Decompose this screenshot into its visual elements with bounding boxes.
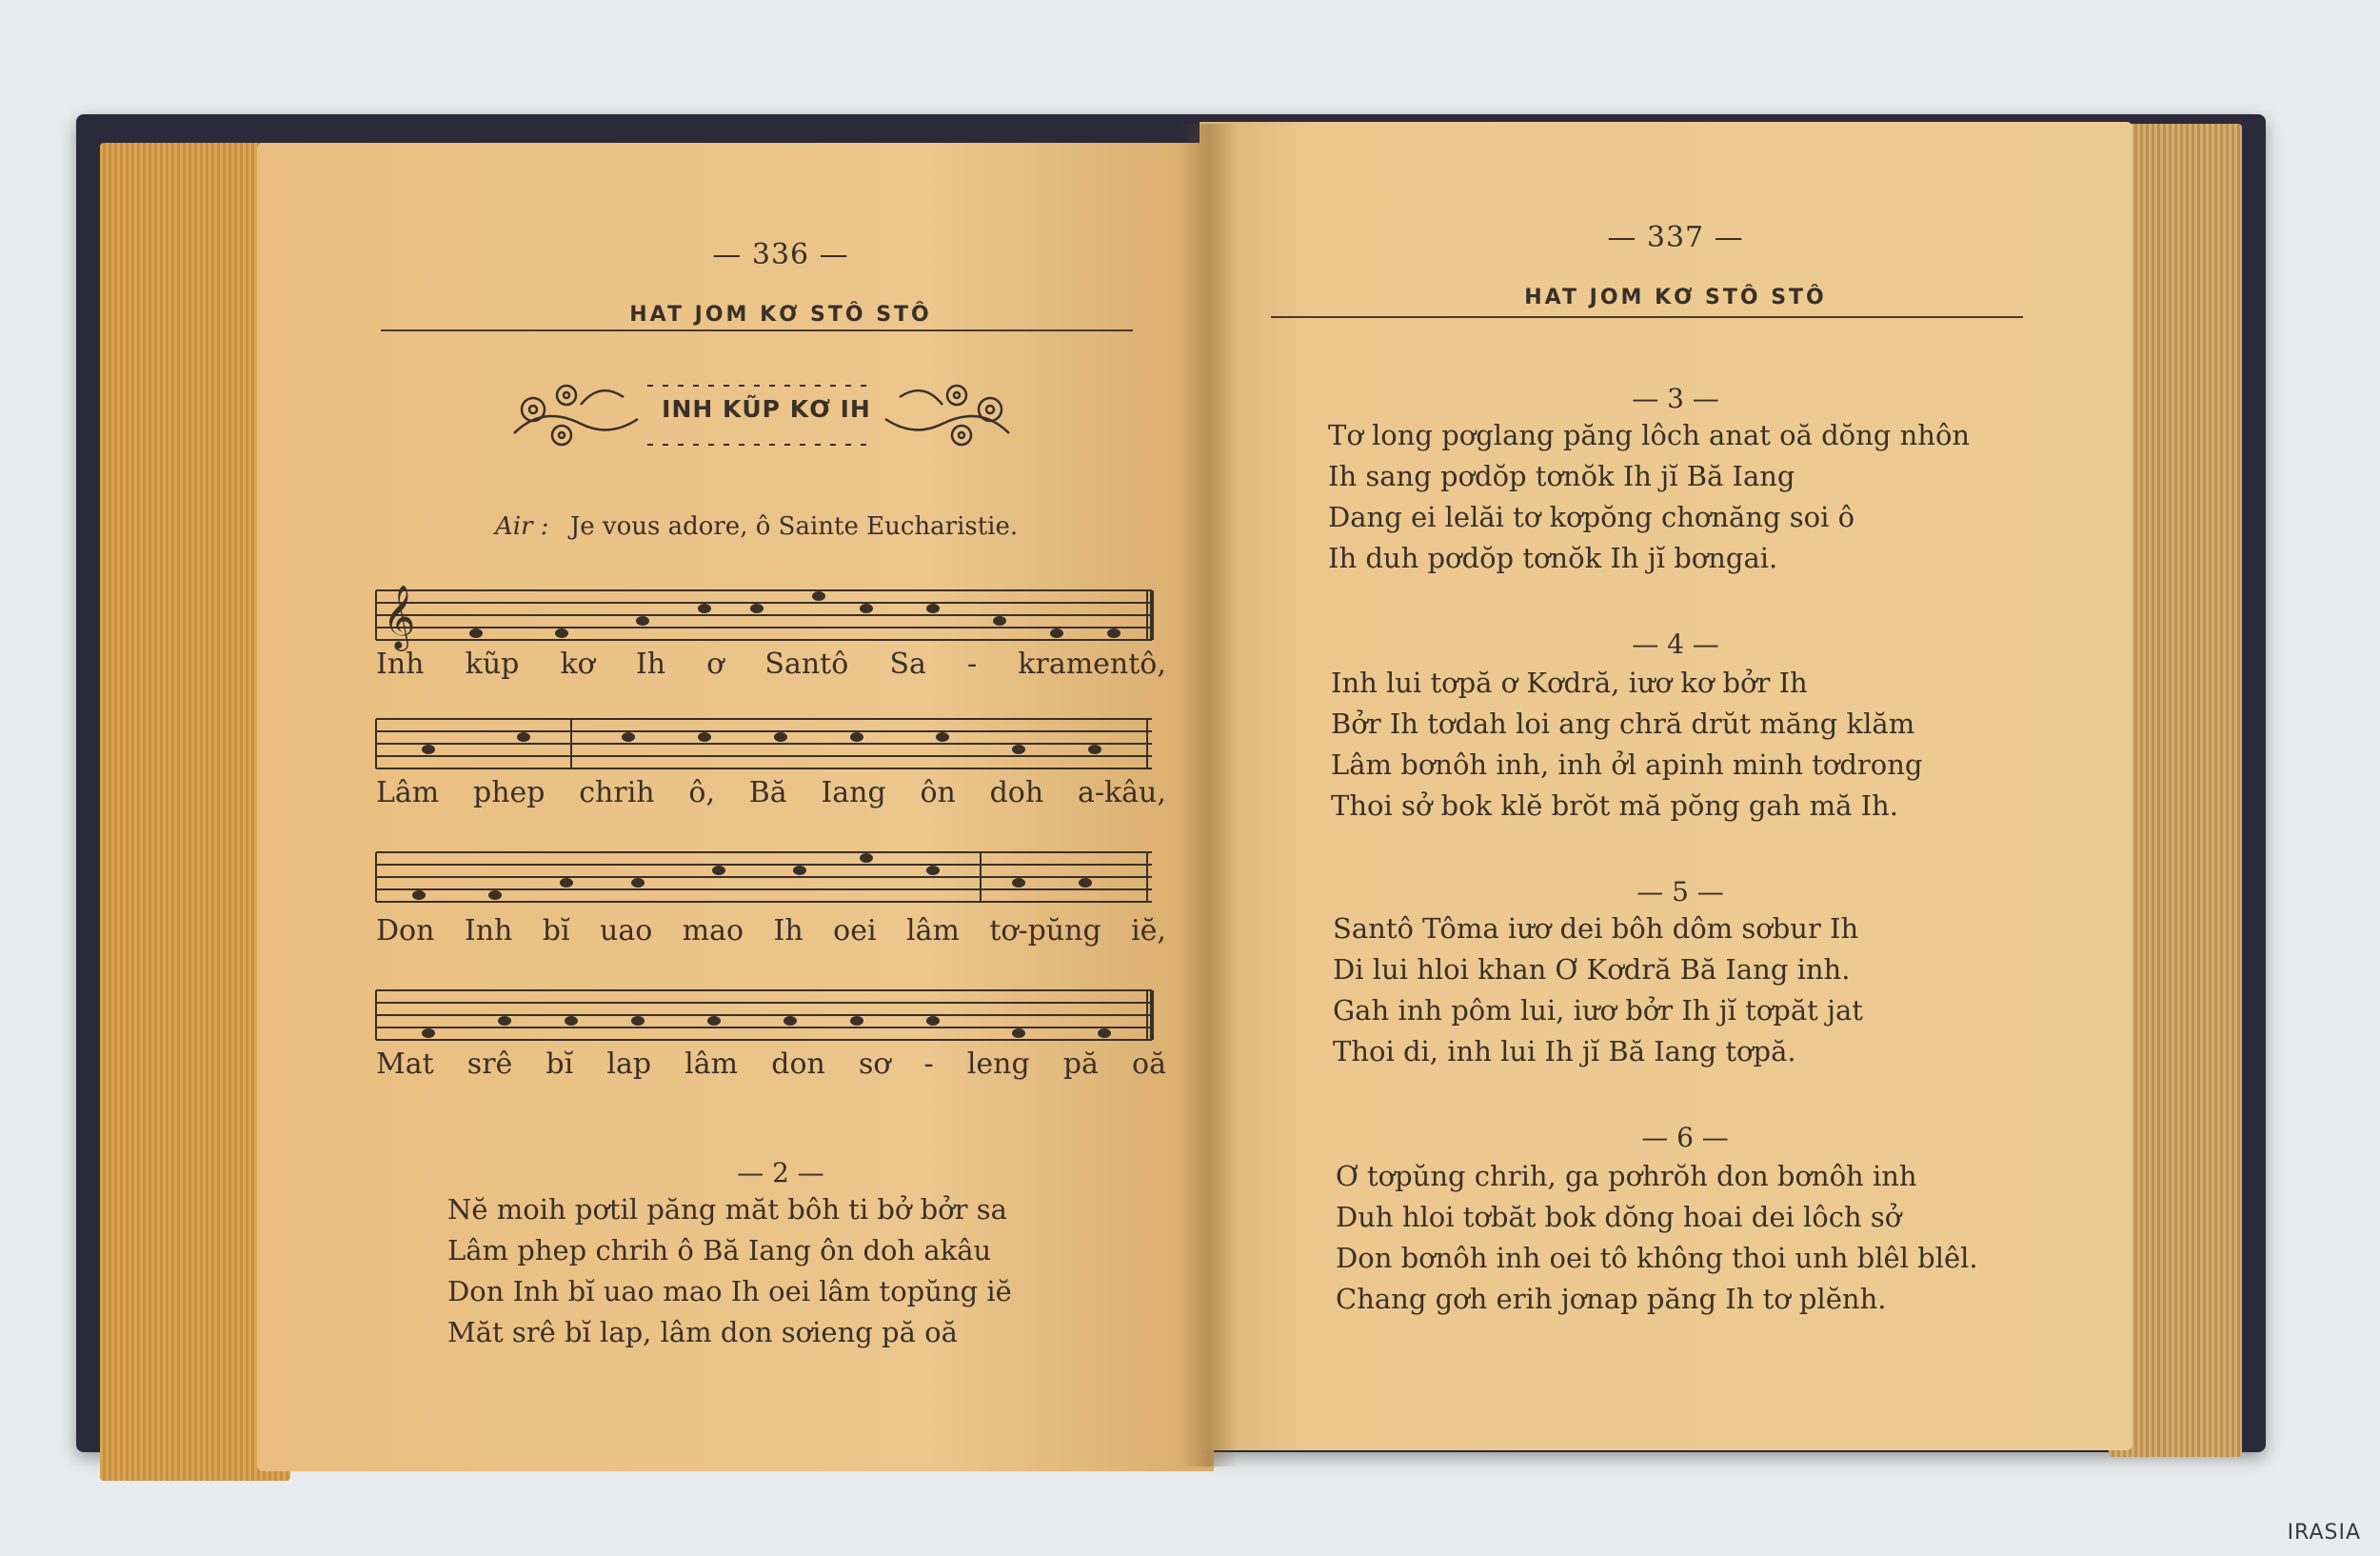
music-staff-1 (371, 576, 1161, 652)
lyric-word: Iang (821, 776, 886, 809)
lyric-word: lâm (905, 914, 960, 948)
left-page-number: — 336 — (712, 238, 849, 271)
lyric-word: uao (600, 914, 653, 948)
lyric-word: Santô (764, 648, 849, 681)
lyric-word: don (771, 1047, 825, 1081)
verse-line: Bởr Ih tơdah loi ang chră drŭt măng klăm (1331, 708, 1915, 740)
lyric-word: kơ (560, 648, 595, 681)
verse-line: Thoi di, inh lui Ih jĭ Bă Iang tơpă. (1333, 1035, 1796, 1067)
verse-number-3: — 3 — (1632, 383, 1719, 414)
lyric-word: doh (989, 776, 1044, 809)
air-line (495, 512, 1018, 541)
left-header-rule (381, 329, 1133, 331)
lyric-word: chrih (579, 776, 655, 809)
verse-line: Dang ei lelăi tơ kơpŏng chơnăng soi ô (1328, 501, 1855, 533)
right-header-rule (1271, 316, 2023, 318)
verse-line: Măt srê bĭ lap, lâm don sơieng pă oă (447, 1316, 958, 1348)
lyric-word: phep (473, 776, 545, 809)
lyric-word: iĕ, (1131, 914, 1166, 948)
verse-number-4: — 4 — (1632, 628, 1719, 660)
verse-line: Gah inh pôm lui, iươ bởr Ih jĭ tơpăt jat (1333, 994, 1863, 1027)
score-lyric-line-3 (376, 914, 1166, 948)
lyric-word: bĭ (542, 914, 570, 948)
lyric-word: oă (1132, 1047, 1166, 1081)
lyric-word: kramentô, (1018, 648, 1166, 681)
watermark: IRASIA (2287, 1521, 2361, 1545)
score-lyric-line-2 (376, 776, 1166, 809)
verse-line: Ih sang pơdŏp tơnŏk Ih jĭ Bă Iang (1328, 460, 1795, 492)
verse-line: Lâm bơnôh inh, inh ởl apinh minh tơdrong (1331, 748, 1923, 781)
lyric-word: oei (833, 914, 877, 948)
lyric-word: Bă (748, 776, 787, 809)
music-staff-3 (371, 838, 1161, 914)
lyric-word: tơ-pŭng (989, 914, 1101, 948)
lyric-word: sơ (858, 1047, 891, 1081)
hymn-title: INH KŨP KƠ IH (662, 395, 871, 423)
lyric-word: Sa (889, 648, 926, 681)
lyric-word: Don (376, 914, 435, 948)
lyric-word: lap (606, 1047, 652, 1081)
lyric-word: pă (1062, 1047, 1099, 1081)
lyric-word: kũp (465, 648, 520, 681)
lyric-word: Mat (376, 1047, 434, 1081)
lyric-word: Inh (376, 648, 425, 681)
lyric-word: bĭ (545, 1047, 574, 1081)
lyric-word: Ih (635, 648, 666, 681)
verse-line: Duh hloi tơbăt bok dŏng hoai dei lôch sở (1336, 1201, 1902, 1233)
verse-line: Nĕ moih pơtil păng măt bôh ti bở bởr sa (447, 1193, 1007, 1226)
lyric-word: - (967, 648, 978, 681)
lyric-word: Lâm (376, 776, 440, 809)
verse-line: Ơ tơpŭng chrih, ga pơhrŏh don bơnôh inh (1336, 1160, 1917, 1192)
score-lyric-line-1 (376, 648, 1166, 681)
right-page-number: — 337 — (1607, 221, 1744, 254)
lyric-word: Ih (773, 914, 803, 948)
lyric-word: - (923, 1047, 934, 1081)
lyric-word: Inh (464, 914, 513, 948)
lyric-word: ô, (688, 776, 715, 809)
lyric-word: lâm (684, 1047, 739, 1081)
verse-line: Di lui hloi khan Ơ Kơdră Bă Iang inh. (1333, 953, 1851, 986)
verse-line: Thoi sở bok klĕ brŏt mă pŏng gah mă Ih. (1331, 789, 1898, 822)
lyric-word: mao (682, 914, 744, 948)
score-lyric-line-4 (376, 1047, 1166, 1081)
verse-line: Santô Tôma iươ dei bôh dôm sơbur Ih (1333, 912, 1859, 945)
right-running-head: HAT JOM KƠ STÔ STÔ (1524, 286, 1827, 309)
book-spine-shadow (1180, 124, 1238, 1466)
verse-number-5: — 5 — (1636, 876, 1724, 908)
lyric-word: srê (466, 1047, 513, 1081)
verse-line: Inh lui tơpă ơ Kơdră, iươ kơ bởr Ih (1331, 667, 1808, 699)
verse-line: Ih duh pơdŏp tơnŏk Ih jĭ bơngai. (1328, 542, 1778, 574)
air-text: Je vous adore, ô Sainte Eucharistie. (569, 512, 1019, 541)
verse-line: Chang gơh erih jơnap păng Ih tơ plĕnh. (1336, 1283, 1887, 1315)
air-label: Air : (495, 512, 549, 541)
svg-text:𝄞: 𝄞 (383, 584, 416, 648)
left-running-head: HAT JOM KƠ STÔ STÔ (629, 303, 932, 327)
verse-line: Lâm phep chrih ô Bă Iang ôn doh akâu (447, 1234, 992, 1267)
lyric-word: ôn (920, 776, 956, 809)
verse-number-6: — 6 — (1641, 1122, 1729, 1153)
music-staff-2 (371, 705, 1161, 781)
lyric-word: leng (966, 1047, 1030, 1081)
music-staff-4 (371, 976, 1161, 1052)
lyric-word: a-kâu, (1077, 776, 1166, 809)
verse-line: Don Inh bĭ uao mao Ih oei lâm topŭng iĕ (447, 1275, 1012, 1307)
verse-line: Tơ long pơglang păng lôch anat oă dŏng nhôn (1328, 419, 1971, 451)
lyric-word: ơ (706, 648, 724, 681)
verse-number-2: — 2 — (737, 1157, 824, 1188)
verse-line: Don bơnôh inh oei tô không thoi unh blêl blêl. (1336, 1242, 1978, 1274)
